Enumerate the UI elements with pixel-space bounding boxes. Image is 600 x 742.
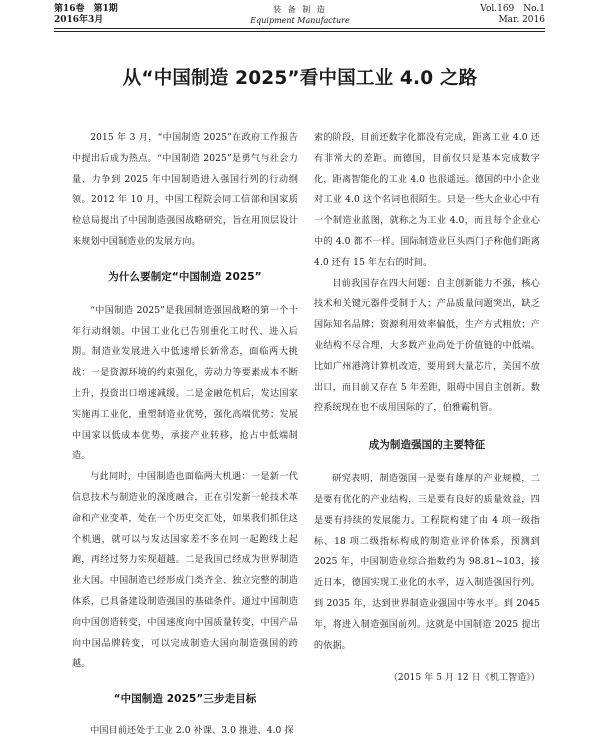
- why-paragraph-1: “中国制造 2025”是我国制造强国战略的第一个十年行动纲领。中国工业化已告别重化工时代、进入后期。制造业发展进入中低速增长新常态，面临两大挑战：一是资源环境的约束强化，劳动力等要素成本不断上升，投资出口增速减缓。二是金融危机后，发达国家实施再工业化，重塑制造业优势，强化高端优势；发展中国家以低成本优势，承接产业转移，抢占中低端制造。: [72, 305, 298, 462]
- continued-paragraph: 索的阶段，目前还数字化都没有完成，距离工业 4.0 还有非常大的差距。而德国，目前仅只是基本完成数字化，距离智能化的工业 4.0 也很遥远。德国的中小企业对工业 4.0 这个名词也很陌生。只是一些大企业心中有一个制造业蓝图，就称之为工业 4.0，而且每个企业心中的 4.0 都不一样。国际制造业巨头西门子称他们距离 4.0 还有 15 年左右的时间。: [314, 133, 540, 268]
- journal-name-cn: 装 备 制 造: [273, 5, 327, 14]
- section-heading-why: 为什么要制定“中国制造 2025”: [108, 270, 262, 283]
- page-header: [0, 0, 600, 32]
- why-paragraph-2: 与此同时，中国制造也面临两大机遇：一是新一代信息技术与制造业的深度融合，正在引发新一轮技术革命和产业变革，处在一个历史交汇处，如果我们抓住这个机遇，就可以与发达国家差不多在同一起跑线上起跑，再经过努力实现超越。二是我国已经成为世界制造业大国。中国制造已经形成门类齐全、独立完整的制造体系，已具备建设制造强国的基础条件。通过中国制造向中国创造转变，中国速度向中国质量转变，中国产品向中国品牌转变，可以完成制造大国向制造强国的跨越。: [72, 472, 298, 670]
- header-left: [54, 4, 118, 26]
- issue-date: 2016年3月: [54, 15, 104, 25]
- intro-paragraph: 2015 年 3 月，“中国制造 2025”在政府工作报告中提出后成为热点。“中国制造 2025”是勇气与社会力量、力争到 2025 年中国制造进入强国行列的行动纲领。2012 年 10 月，中国工程院会同工信部和国家质检总局提出了中国制造强国战略研究，旨在用顶层设计来规划中国制造业的发展方向。: [72, 133, 298, 247]
- issue-number: 第16卷 第1期: [54, 4, 118, 14]
- header-rule-thick: [54, 28, 545, 29]
- header-center: [230, 4, 370, 26]
- problems-paragraph: 目前我国存在四大问题：自主创新能力不强，核心技术和关键元器件受制于人；产品质量问题突出，缺乏国际知名品牌；资源利用效率偏低，生产方式粗放；产业结构不尽合理，大多数产业尚处于价值链的中低端。比如广州港湾计算机改造，要用到大量芯片，美国不放出口，而目前又存在 5 年差距，阻碍中国自主创新。数控系统现在也不成用国际的了，伯雅霸机管。: [314, 278, 540, 414]
- volume-month: Mar. 2016: [498, 15, 545, 25]
- three-steps-paragraph: 中国目前还处于工业 2.0 补课、3.0 推进、4.0 探: [90, 726, 294, 737]
- header-right: [480, 4, 545, 26]
- section-heading-features: 成为制造强国的主要特征: [368, 439, 486, 452]
- features-paragraph: 研究表明，制造强国一是要有雄厚的产业规模，二是要有优化的产业结构，三是要有良好的质量效益，四是要有持续的发展能力。工程院构建了由 4 项一级指标、18 项二级指标构成的制造业评价体系，预测到 2025 年，中国制造业综合指数约为 98.81~103，接近日本，德国实现工业化的水平，迈入制造强国行列。到 2035 年，达到世界制造业强国中等水平。到 2045 年，将进入制造强国前列。这就是中国制造 2025 提出的依据。: [314, 474, 540, 651]
- article-title: 从“中国制造 2025”看中国工业 4.0 之路: [122, 68, 478, 89]
- section-heading-three-steps: “中国制造 2025”三步走目标: [113, 693, 257, 706]
- right-column: [314, 128, 540, 689]
- journal-name-en: Equipment Manufacture: [250, 16, 350, 25]
- volume-number: Vol.169 No.1: [480, 4, 545, 14]
- header-rule-thin: [54, 31, 545, 32]
- left-column: [72, 128, 298, 742]
- source-citation: （2015 年 5 月 12 日《机工智造》）: [388, 673, 540, 684]
